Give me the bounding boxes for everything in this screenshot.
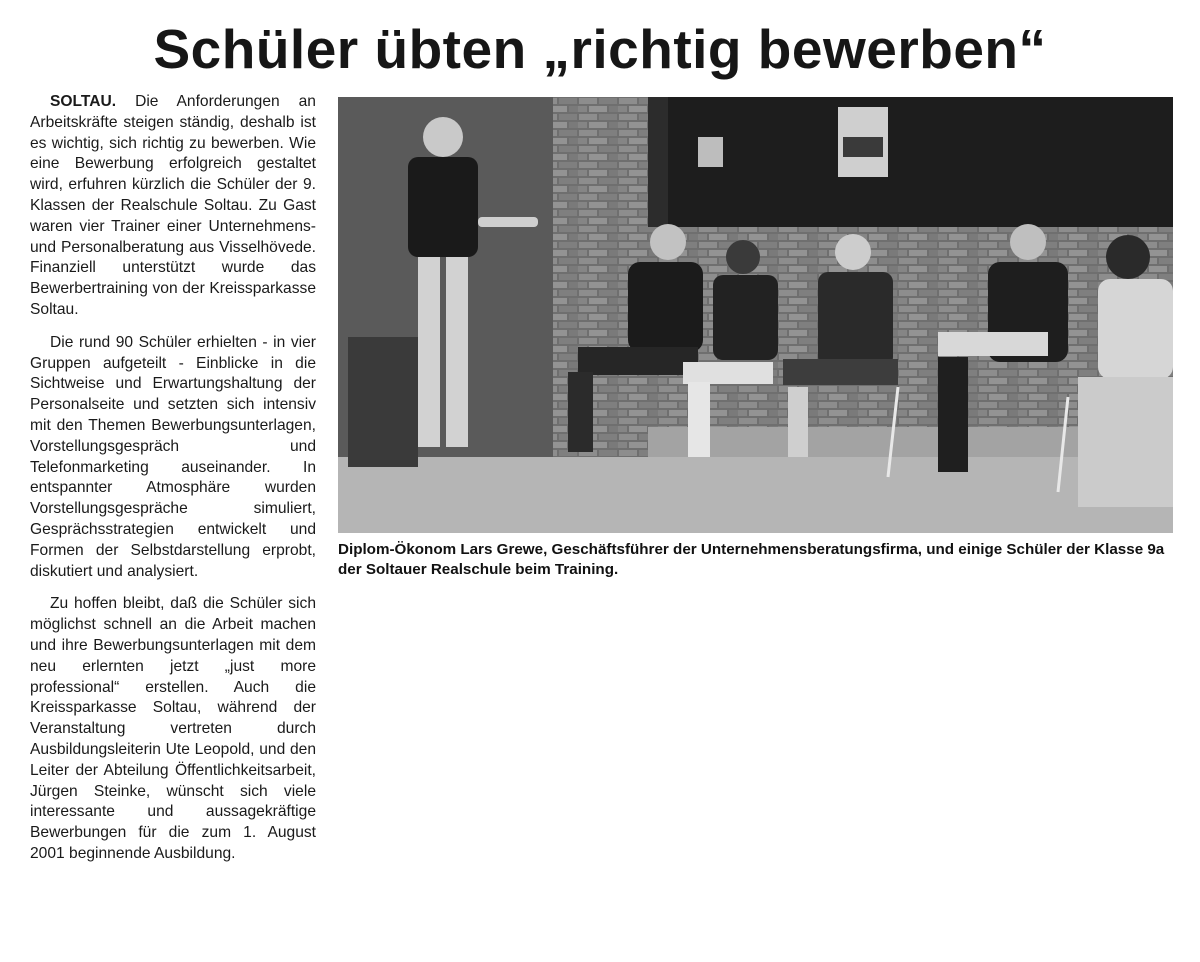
headline: Schüler übten „richtig bewerben“: [153, 18, 1047, 80]
article-body: [30, 92, 316, 877]
article-paragraph-1: [30, 92, 316, 321]
photo-illustration: [338, 97, 1173, 533]
article-paragraph-2: Die rund 90 Schüler erhielten - in vier Gruppen aufgeteilt - Einblicke in die Sichtweise und Erwartungshaltung der Personalseite und setzten sich intensiv mit den Themen Bewerbungsunterlagen, Vorstellungsgespräch und Telefonmarketing auseinander. In entspannter Atmosphäre wurden Vorstellungsgespräche simuliert, Gesprächsstrategien entwickelt und Formen der Selbstdarstellung erprobt, diskutiert und analysiert.: [30, 333, 316, 580]
article-photo: [338, 97, 1173, 533]
photo-caption: Diplom-Ökonom Lars Grewe, Geschäftsführer der Unternehmensberatungsfirma, und einige Schüler der Klasse 9a der Soltauer Realschule beim Training.: [338, 541, 1165, 578]
dateline: SOLTAU.: [50, 93, 117, 110]
paragraph-1-text: Die Anforderungen an Arbeitskräfte steigen ständig, deshalb ist es wichtig, sich richtig zu bewerben. Wie eine Bewerbung erfolgreich gestaltet wird, erfuhren kürzlich die Schüler der 9. Klassen der Realschule Soltau. Zu Gast waren vier Trainer einer Unternehmens- und Personalberatung aus Visselhövede. Finanziell unterstützt wurde das Bewerbertraining von der Kreissparkasse Soltau.: [30, 93, 316, 318]
article-paragraph-3: Zu hoffen bleibt, daß die Schüler sich möglichst schnell an die Arbeit machen und ihre Bewerbungsunterlagen mit dem neu erlernten jetzt „just more professional“ erstellen. Auch die Kreissparkasse Soltau, während der Veranstaltung vertreten durch Ausbildungsleiterin Ute Leopold, und den Leiter der Abteilung Öffentlichkeitsarbeit, Jürgen Steinke, wünscht sich viele interessante und aussagekräftige Bewerbungen für die zum 1. August 2001 beginnende Ausbildung.: [30, 595, 316, 862]
